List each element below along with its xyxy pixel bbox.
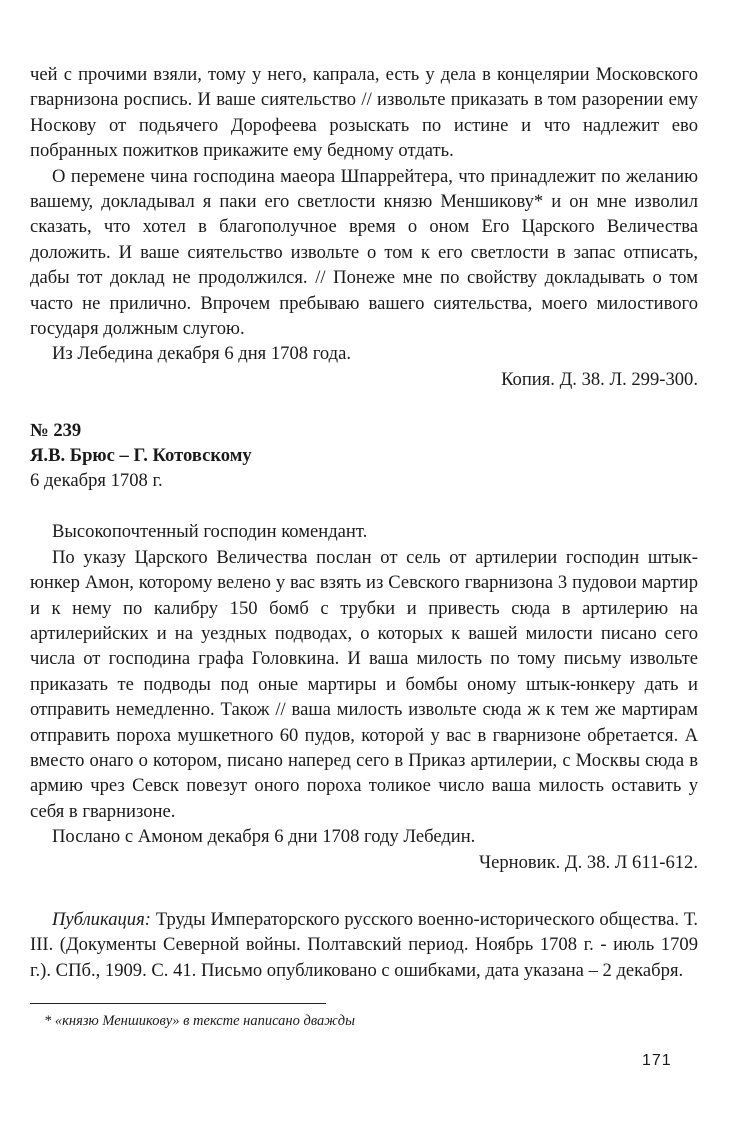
publication-text: Труды Императорского русского военно-исторического общества. Т. III. (Документы Северной войны. Полтавский период. Ноябрь 1708 г. - июль 1709 г.). СПб., 1909. С. 41. Письмо опубликовано с ошибками, дата указана – 2 декабря. <box>30 908 699 981</box>
letter-salutation: Высокопочтенный господин комендант. <box>52 521 368 543</box>
letter-source: Черновик. Д. 38. Л 611-612. <box>478 851 698 873</box>
letter-date: 6 декабря 1708 г. <box>30 470 163 492</box>
footnote-rule <box>30 1003 326 1004</box>
footnote: * «князю Меншикову» в тексте написано дважды <box>44 1013 355 1029</box>
prev-letter-closing: Из Лебедина декабря 6 дня 1708 года. <box>52 343 351 365</box>
letter-closing: Послано с Амоном декабря 6 дни 1708 году Лебедин. <box>52 826 476 848</box>
page-number: 171 <box>642 1052 672 1069</box>
prev-letter-source: Копия. Д. 38. Л. 299-300. <box>501 368 698 390</box>
page-body <box>30 62 698 983</box>
letter-body: По указу Царского Величества послан от сель от артилерии господин штык-юнкер Амон, которому велено у вас взять из Севского гварнизона 3 пудовои мартир и к нему по калибру 150 бомб с трубки и привесть сюда в артилерию на артилерийских и на уездных подводах, о которых к вашей милости писано сего числа от господина графа Головкина. И ваша милость по тому письму извольте приказать те подводы под оные мартиры и бомбы оному штык-юнкеру дать и отправить немедленно. Також // ваша милость извольте сюда ж к тем же мартирам отправить пороха мушкетного 60 пудов, которой у вас в гварнизоне обретается. А вместо онаго о котором, писано наперед сего в Приказ артилерии, с Москвы сюда в армию чрез Севск повезут оного пороха толикое число ваша милость оставить у себя в гварнизоне. <box>30 546 698 822</box>
letter-number: № 239 <box>30 420 82 442</box>
letter-heading: Я.В. Брюс – Г. Котовскому <box>30 445 252 467</box>
publication-label: Публикация: <box>52 908 151 930</box>
prev-letter-paragraph-1: чей с прочими взяли, тому у него, капрала, есть у дела в концелярии Московского гварнизона роспись. И ваше сиятельство // извольте приказать в том разорении ему Носкову от подьячего Дорофеева розыскать по истине и что надлежит ево побранных пожитков прикажите ему бедному отдать. <box>30 64 698 162</box>
prev-letter-paragraph-2: О перемене чина господина маеора Шпаррейтера, что принадлежит по желанию вашему, докладывал я паки его светлости князю Меншикову* и он мне изволил сказать, что хотел в благополучное время о оном Его Царского Величества доложить. И ваше сиятельство извольте о том к его светлости в запас отписать, дабы тот доклад не продолжился. // Понеже мне по свойству докладывать о том часто не прилично. Впрочем пребываю вашего сиятельства, моего милостивого государя должным слугою. <box>30 165 698 340</box>
publication-note <box>30 907 698 983</box>
